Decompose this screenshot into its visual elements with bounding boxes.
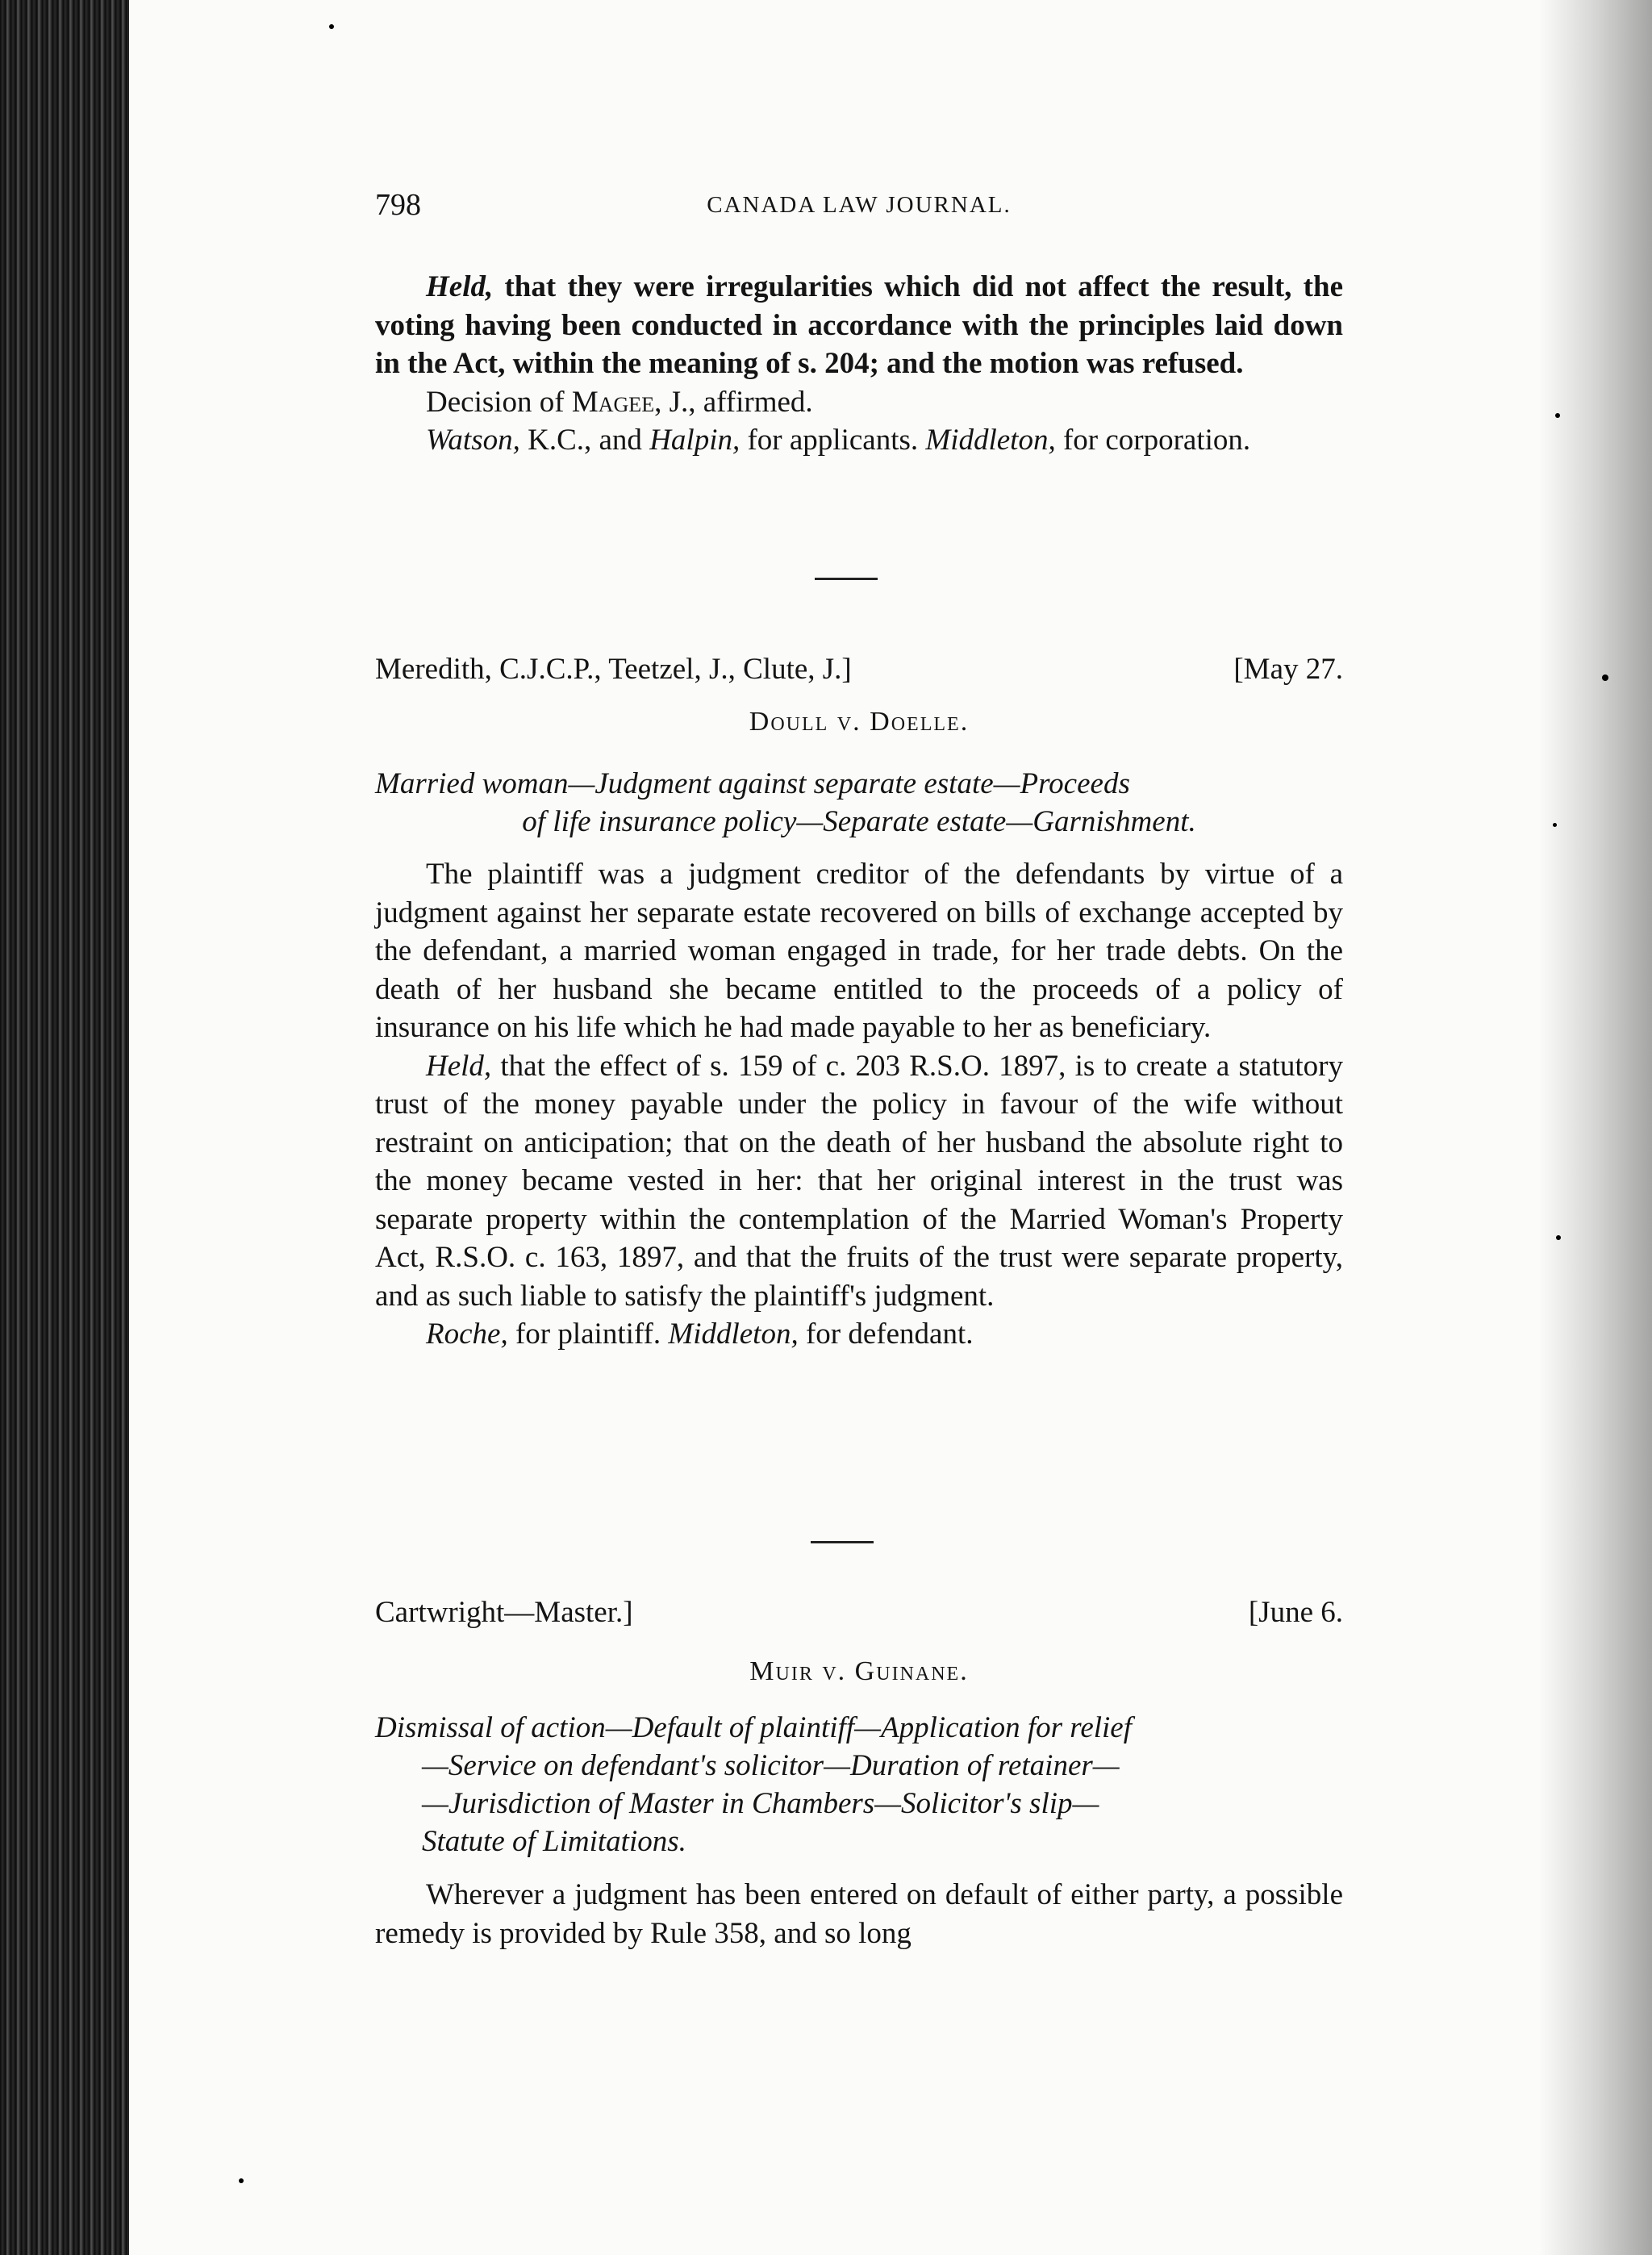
court-judges: Meredith, C.J.C.P., Teetzel, J., Clute, J.]: [375, 653, 852, 686]
court-line: [375, 1595, 1343, 1634]
counsel-line: Roche, for plaintiff. Middleton, for defendant.: [426, 1318, 974, 1351]
scan-speck: [1602, 674, 1608, 681]
held-label: Held,: [426, 1049, 492, 1083]
headnote: Married woman—Judgment against separate estate—Proceeds of life insurance policy—Separate estate—Garnishment.: [375, 767, 1196, 838]
scan-speck: [1553, 823, 1557, 827]
page-number: 798: [375, 188, 421, 222]
held-paragraph: [375, 1047, 1343, 1316]
case-body: [375, 855, 1343, 1354]
scan-speck: [239, 2178, 244, 2183]
held-label: Held,: [426, 270, 494, 303]
facts-paragraph: The plaintiff was a judgment creditor of the defendants by virtue of a judgment against her separate estate recovered on bills of exchange accepted by the defendant, a married woman engaged in trade, for her trade debts. On the death of her husband she became entitled to the proceeds of a policy of insurance on his life which he had made payable to her as beneficiary.: [375, 858, 1343, 1044]
scan-speck: [329, 24, 334, 29]
court-line: [375, 652, 1343, 691]
held-text: that the effect of s. 159 of c. 203 R.S.O. 1897, is to create a statutory trust of the money payable under the policy in favour of the wife without restraint on anticipation; that on the death of her husband the absolute right to the money became vested in her: that her original interest in the trust was separate property within the contemplation of the Married Woman's Property Act, R.S.O. c. 163, 1897, and that the fruits of the trust were separate property, and as such liable to satisfy the plaintiff's judgment.: [375, 1049, 1343, 1313]
journal-title: CANADA LAW JOURNAL.: [707, 192, 1012, 218]
running-head: [375, 187, 1343, 228]
court-judges: Cartwright—Master.]: [375, 1596, 633, 1629]
held-paragraph: [375, 268, 1343, 383]
court-date: [June 6.: [1248, 1596, 1343, 1629]
previous-case-conclusion: [375, 268, 1343, 460]
case-body: [375, 1876, 1343, 1952]
decision-line: Decision of Magee, J., affirmed.: [426, 385, 813, 419]
counsel-line: Watson, K.C., and Halpin, for applicants. Middleton, for corporation.: [426, 424, 1251, 457]
held-text: that they were irregularities which did not affect the result, the voting having been conducted in accordance with the principles laid down in the Act, within the meaning of s. 204; and the motion was refused.: [375, 270, 1343, 380]
case-title: Muir v. Guinane.: [749, 1656, 969, 1686]
section-divider: [815, 578, 878, 580]
judge-name: Magee: [571, 385, 655, 419]
court-date: [May 27.: [1233, 653, 1343, 686]
case-title: Doull v. Doelle.: [749, 707, 970, 737]
section-divider: [811, 1541, 874, 1543]
body-paragraph: Wherever a judgment has been entered on default of either party, a possible remedy is provided by Rule 358, and so long: [375, 1878, 1343, 1950]
page-edge-shadow: [1539, 0, 1652, 2255]
headnote: Dismissal of action—Default of plaintiff—Application for relief —Service on defendant's solicitor—Duration of retainer— —Jurisdiction of Master in Chambers—Solicitor's slip— Statute of Limitations.: [375, 1711, 1133, 1858]
scan-speck: [1555, 413, 1560, 418]
scan-speck: [1556, 1235, 1561, 1240]
